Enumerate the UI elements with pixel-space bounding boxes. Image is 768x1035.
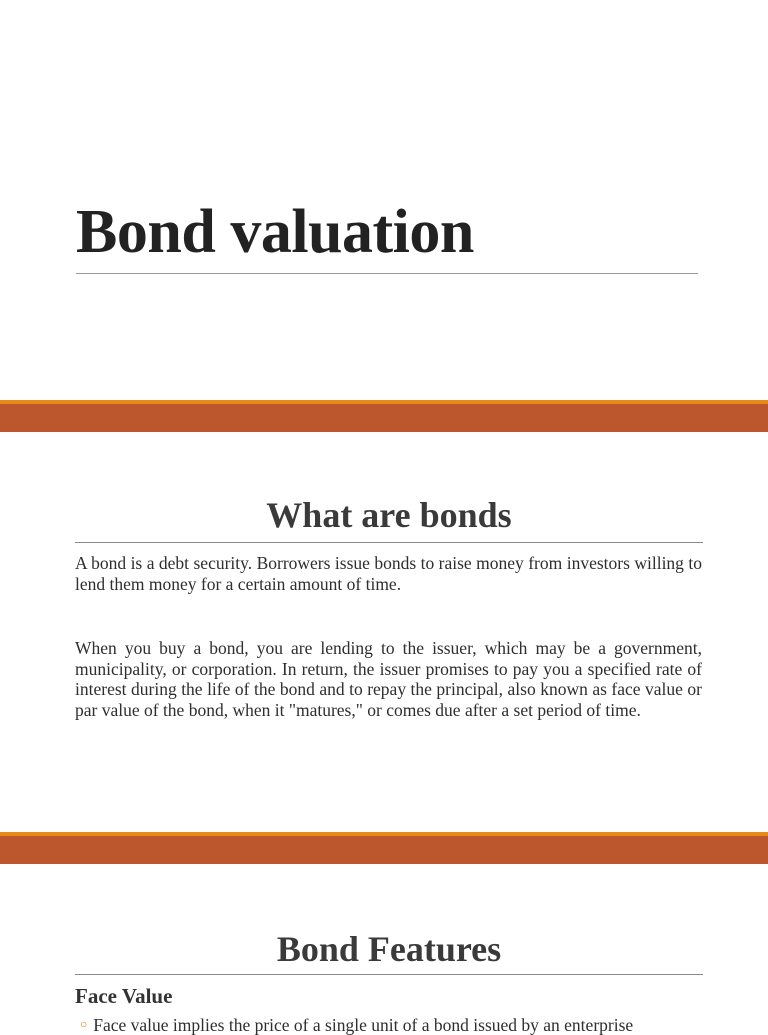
slide-divider — [0, 400, 768, 432]
slide-title: Bond valuation — [76, 198, 474, 266]
heading-underline — [75, 974, 703, 975]
bullet-circle-icon: ○ — [80, 1017, 88, 1031]
slide-heading: What are bonds — [266, 495, 512, 535]
slide-divider — [0, 832, 768, 864]
what-are-bonds-slide — [0, 432, 768, 832]
bond-features-slide — [0, 864, 768, 1035]
title-slide — [0, 0, 768, 400]
paragraph-lending: When you buy a bond, you are lending to the issuer, which may be a government, municipality, or corporation. In return, the issuer promises to pay you a specified rate of interest during the life of the bond and to repay the principal, also known as face value or par value of the bond, when it "matures," or comes due after a set period of time. — [75, 638, 702, 720]
bullet-text: Face value implies the price of a single unit of a bond issued by an enterprise — [93, 1015, 634, 1035]
heading-underline — [75, 542, 703, 543]
slide-heading: Bond Features — [276, 929, 502, 969]
title-underline — [76, 273, 698, 274]
subheading-face-value: Face Value — [75, 984, 173, 1008]
bullet-item — [80, 1014, 704, 1035]
paragraph-definition: A bond is a debt security. Borrowers issue bonds to raise money from investors willing to lend them money for a certain amount of time. — [75, 553, 702, 594]
